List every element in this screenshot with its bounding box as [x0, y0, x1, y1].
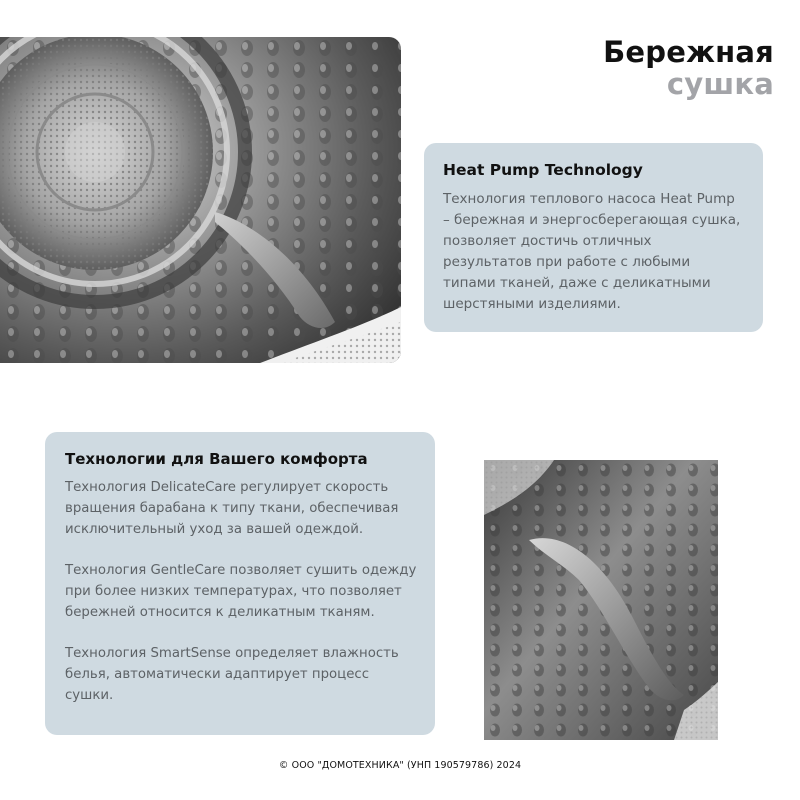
gentlecare-text: Технология GentleCare позволяет сушить одежду при более низких температурах, что позволяет бережней относится к деликатным тканям.	[65, 563, 417, 620]
headline	[603, 36, 774, 100]
heat-pump-title: Heat Pump Technology	[443, 161, 643, 179]
headline-line1: Бережная	[603, 35, 774, 69]
smartsense-text: Технология SmartSense определяет влажность белья, автоматически адаптирует процесс сушки.	[65, 646, 399, 703]
paddle-illustration	[484, 460, 718, 740]
drum-paddle-photo	[484, 460, 718, 740]
copyright-footer: © ООО "ДОМОТЕХНИКА" (УНП 190579786) 2024	[278, 760, 522, 771]
delicatecare-text: Технология DelicateCare регулирует скорость вращения барабана к типу ткани, обеспечивая исключительный уход за вашей одеждой.	[65, 480, 399, 537]
heat-pump-card	[424, 143, 763, 332]
heat-pump-text: Технология теплового насоса Heat Pump – бережная и энергосберегающая сушка, позволяет достичь отличных результатов при работе с любыми типами тканей, даже с деликатными шерстяными изделиями.	[443, 191, 741, 312]
comfort-tech-title: Технологии для Вашего комфорта	[65, 450, 368, 468]
dryer-drum-photo	[0, 37, 401, 363]
comfort-tech-card	[45, 432, 435, 735]
drum-illustration	[0, 37, 401, 363]
headline-line2: сушка	[666, 67, 774, 101]
